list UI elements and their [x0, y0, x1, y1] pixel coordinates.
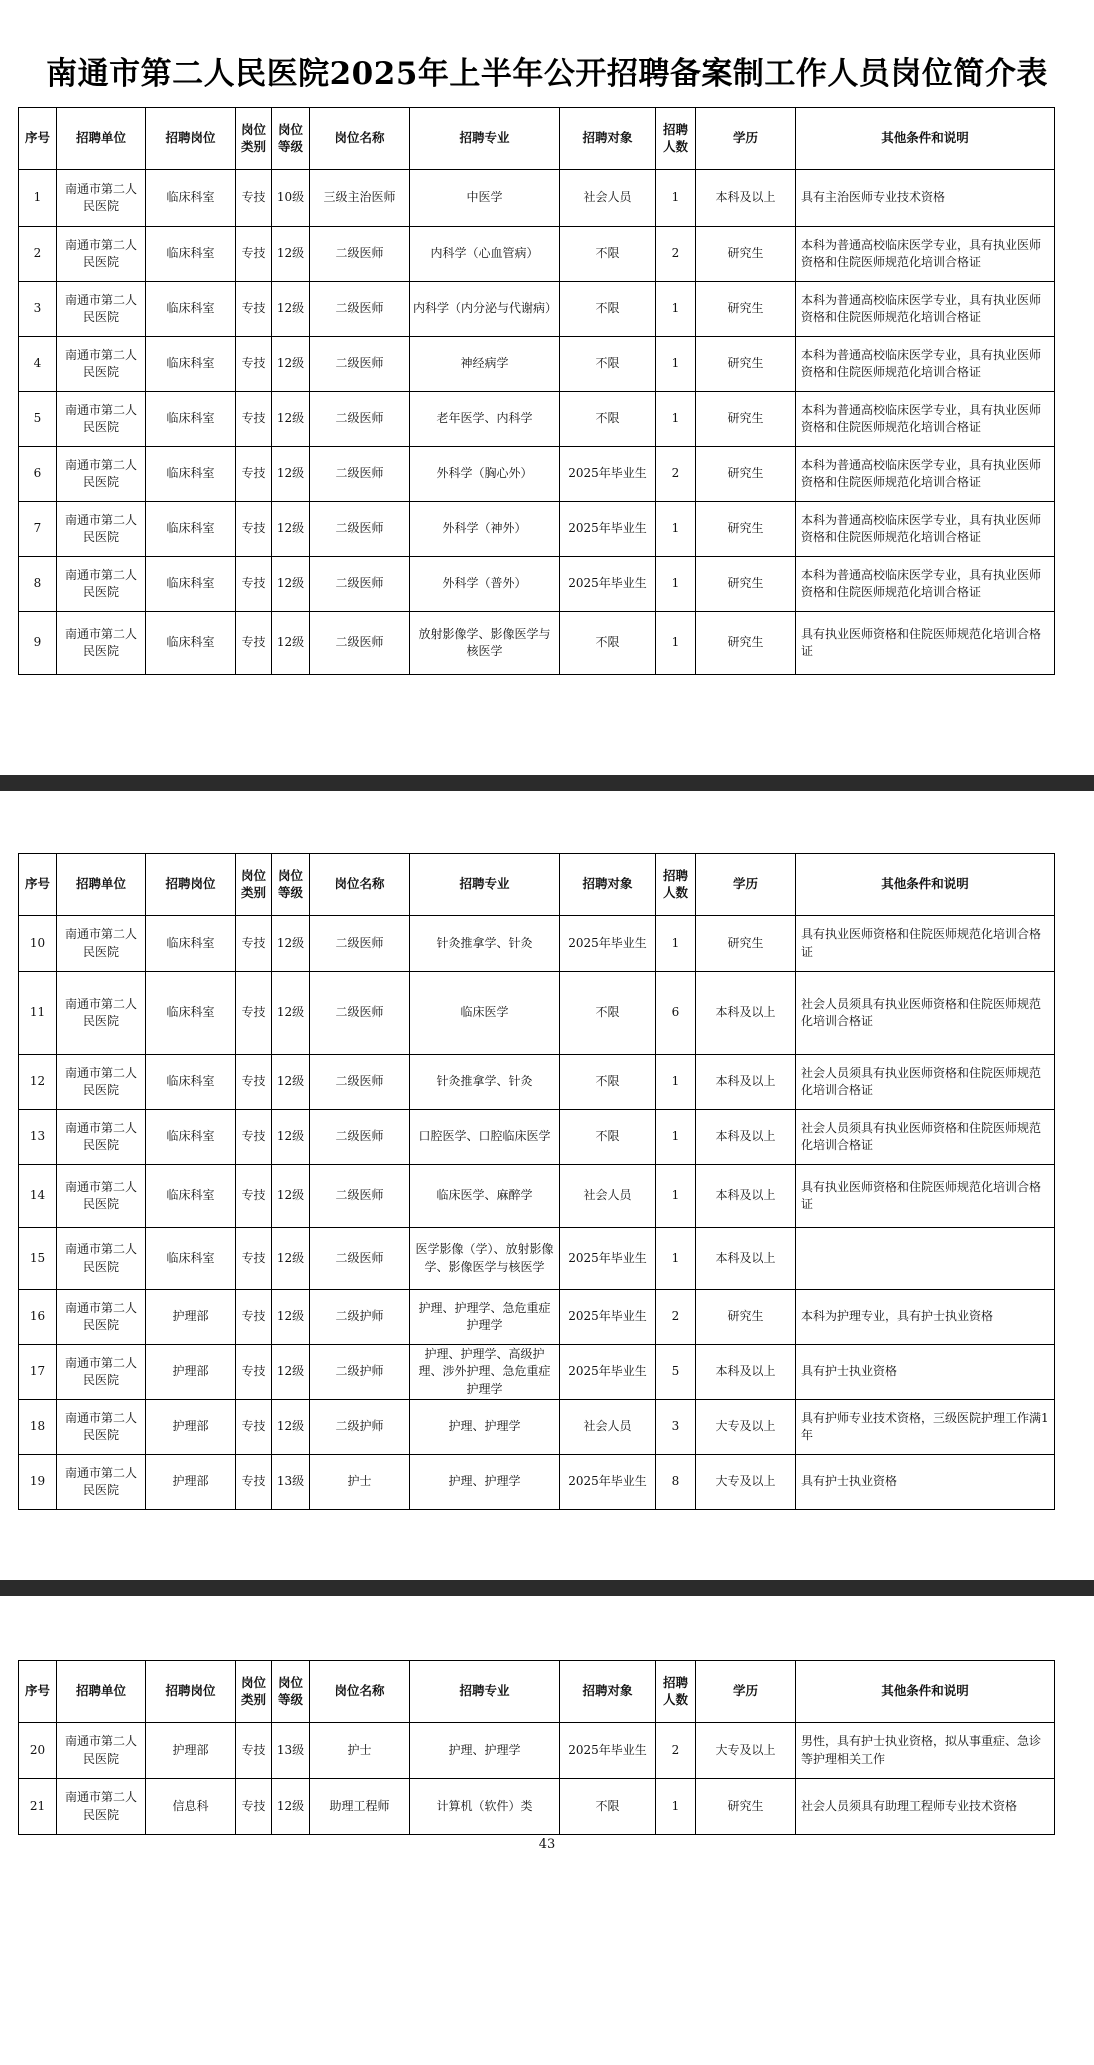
header-no: 序号 [19, 1661, 57, 1723]
recruiting-target: 2025年毕业生 [560, 1455, 656, 1510]
recruiting-post: 临床科室 [146, 1110, 236, 1165]
post-name: 二级医师 [310, 916, 410, 972]
recruiting-count: 1 [656, 282, 696, 337]
other-conditions: 具有执业医师资格和住院医师规范化培训合格证 [796, 1165, 1055, 1228]
recruitment-table-page-3 [18, 1660, 1055, 1835]
post-category: 专技 [236, 1400, 272, 1455]
recruiting-unit: 南通市第二人民医院 [57, 1455, 146, 1510]
education-requirement: 本科及以上 [696, 1110, 796, 1165]
post-grade: 13级 [272, 1723, 310, 1779]
post-grade: 12级 [272, 557, 310, 612]
recruiting-post: 临床科室 [146, 447, 236, 502]
post-category: 专技 [236, 1455, 272, 1510]
header-no: 序号 [19, 854, 57, 916]
recruiting-unit: 南通市第二人民医院 [57, 1110, 146, 1165]
post-grade: 12级 [272, 1110, 310, 1165]
post-name: 护士 [310, 1723, 410, 1779]
header-grade: 岗位等级 [272, 854, 310, 916]
post-category: 专技 [236, 1723, 272, 1779]
recruiting-major: 中医学 [410, 170, 560, 227]
other-conditions: 社会人员须具有执业医师资格和住院医师规范化培训合格证 [796, 1110, 1055, 1165]
recruiting-post: 临床科室 [146, 282, 236, 337]
row-number: 6 [19, 447, 57, 502]
post-category: 专技 [236, 227, 272, 282]
recruiting-target: 2025年毕业生 [560, 447, 656, 502]
recruiting-unit: 南通市第二人民医院 [57, 557, 146, 612]
post-grade: 12级 [272, 1228, 310, 1290]
recruiting-post: 护理部 [146, 1723, 236, 1779]
header-unit: 招聘单位 [57, 854, 146, 916]
post-grade: 13级 [272, 1455, 310, 1510]
education-requirement: 本科及以上 [696, 1165, 796, 1228]
other-conditions: 本科为护理专业，具有护士执业资格 [796, 1290, 1055, 1345]
recruiting-count: 1 [656, 557, 696, 612]
post-category: 专技 [236, 1290, 272, 1345]
recruiting-count: 1 [656, 502, 696, 557]
table-row [19, 1400, 1055, 1455]
post-category: 专技 [236, 1055, 272, 1110]
recruiting-major: 放射影像学、影像医学与核医学 [410, 612, 560, 675]
header-category: 岗位类别 [236, 854, 272, 916]
recruiting-major: 临床医学、麻醉学 [410, 1165, 560, 1228]
header-post: 招聘岗位 [146, 854, 236, 916]
post-grade: 12级 [272, 1400, 310, 1455]
recruiting-major: 护理、护理学 [410, 1723, 560, 1779]
header-count: 招聘人数 [656, 108, 696, 170]
recruiting-target: 2025年毕业生 [560, 557, 656, 612]
row-number: 14 [19, 1165, 57, 1228]
page-separator [0, 1580, 1094, 1596]
recruitment-table-page-1 [18, 107, 1055, 675]
recruiting-post: 护理部 [146, 1345, 236, 1400]
table-body [19, 916, 1055, 1510]
recruiting-major: 外科学（普外） [410, 557, 560, 612]
recruiting-count: 8 [656, 1455, 696, 1510]
header-grade: 岗位等级 [272, 1661, 310, 1723]
row-number: 3 [19, 282, 57, 337]
table-row [19, 1290, 1055, 1345]
header-post-name: 岗位名称 [310, 108, 410, 170]
table-row [19, 502, 1055, 557]
post-name: 二级医师 [310, 337, 410, 392]
recruiting-post: 临床科室 [146, 337, 236, 392]
other-conditions [796, 1228, 1055, 1290]
recruiting-major: 内科学（内分泌与代谢病） [410, 282, 560, 337]
post-name: 助理工程师 [310, 1779, 410, 1835]
table-header-row [19, 1661, 1055, 1723]
education-requirement: 大专及以上 [696, 1723, 796, 1779]
post-grade: 12级 [272, 227, 310, 282]
header-unit: 招聘单位 [57, 108, 146, 170]
table-row [19, 1723, 1055, 1779]
post-name: 二级医师 [310, 972, 410, 1055]
header-category: 岗位类别 [236, 108, 272, 170]
recruitment-table-page-2 [18, 853, 1055, 1510]
recruiting-count: 1 [656, 392, 696, 447]
recruiting-target: 2025年毕业生 [560, 1345, 656, 1400]
post-category: 专技 [236, 1165, 272, 1228]
recruiting-count: 1 [656, 1110, 696, 1165]
recruiting-count: 1 [656, 1779, 696, 1835]
recruiting-count: 1 [656, 612, 696, 675]
recruiting-count: 1 [656, 1165, 696, 1228]
page-separator [0, 775, 1094, 791]
row-number: 10 [19, 916, 57, 972]
other-conditions: 社会人员须具有执业医师资格和住院医师规范化培训合格证 [796, 1055, 1055, 1110]
recruiting-unit: 南通市第二人民医院 [57, 916, 146, 972]
recruiting-major: 外科学（神外） [410, 502, 560, 557]
table-row [19, 1165, 1055, 1228]
table-row [19, 170, 1055, 227]
post-name: 二级医师 [310, 1228, 410, 1290]
post-grade: 12级 [272, 1290, 310, 1345]
recruiting-major: 口腔医学、口腔临床医学 [410, 1110, 560, 1165]
recruiting-major: 针灸推拿学、针灸 [410, 1055, 560, 1110]
post-grade: 12级 [272, 282, 310, 337]
header-post: 招聘岗位 [146, 1661, 236, 1723]
post-name: 二级医师 [310, 1165, 410, 1228]
table-header-row [19, 108, 1055, 170]
row-number: 9 [19, 612, 57, 675]
table-row [19, 1055, 1055, 1110]
education-requirement: 研究生 [696, 227, 796, 282]
recruiting-target: 不限 [560, 392, 656, 447]
post-name: 二级医师 [310, 502, 410, 557]
table-row [19, 1228, 1055, 1290]
recruiting-major: 临床医学 [410, 972, 560, 1055]
table-row [19, 392, 1055, 447]
header-grade: 岗位等级 [272, 108, 310, 170]
recruiting-post: 临床科室 [146, 227, 236, 282]
post-grade: 12级 [272, 337, 310, 392]
recruiting-count: 1 [656, 916, 696, 972]
recruiting-post: 临床科室 [146, 972, 236, 1055]
education-requirement: 大专及以上 [696, 1455, 796, 1510]
recruiting-post: 临床科室 [146, 1055, 236, 1110]
table-row [19, 1110, 1055, 1165]
header-post: 招聘岗位 [146, 108, 236, 170]
table-body [19, 1723, 1055, 1835]
post-category: 专技 [236, 337, 272, 392]
education-requirement: 研究生 [696, 392, 796, 447]
other-conditions: 具有执业医师资格和住院医师规范化培训合格证 [796, 612, 1055, 675]
post-grade: 12级 [272, 1779, 310, 1835]
post-category: 专技 [236, 1110, 272, 1165]
recruiting-count: 1 [656, 337, 696, 392]
recruiting-post: 护理部 [146, 1455, 236, 1510]
recruiting-unit: 南通市第二人民医院 [57, 1228, 146, 1290]
header-education: 学历 [696, 108, 796, 170]
other-conditions: 本科为普通高校临床医学专业，具有执业医师资格和住院医师规范化培训合格证 [796, 337, 1055, 392]
recruiting-major: 老年医学、内科学 [410, 392, 560, 447]
education-requirement: 本科及以上 [696, 1345, 796, 1400]
row-number: 1 [19, 170, 57, 227]
recruiting-unit: 南通市第二人民医院 [57, 1055, 146, 1110]
row-number: 17 [19, 1345, 57, 1400]
recruiting-post: 临床科室 [146, 1165, 236, 1228]
table-row [19, 227, 1055, 282]
header-target: 招聘对象 [560, 1661, 656, 1723]
education-requirement: 本科及以上 [696, 1228, 796, 1290]
recruiting-unit: 南通市第二人民医院 [57, 227, 146, 282]
post-name: 二级医师 [310, 447, 410, 502]
recruiting-target: 不限 [560, 612, 656, 675]
row-number: 4 [19, 337, 57, 392]
other-conditions: 本科为普通高校临床医学专业，具有执业医师资格和住院医师规范化培训合格证 [796, 557, 1055, 612]
row-number: 19 [19, 1455, 57, 1510]
row-number: 11 [19, 972, 57, 1055]
recruiting-major: 护理、护理学 [410, 1455, 560, 1510]
education-requirement: 本科及以上 [696, 972, 796, 1055]
education-requirement: 研究生 [696, 1779, 796, 1835]
other-conditions: 本科为普通高校临床医学专业，具有执业医师资格和住院医师规范化培训合格证 [796, 447, 1055, 502]
recruiting-post: 临床科室 [146, 557, 236, 612]
header-post-name: 岗位名称 [310, 1661, 410, 1723]
post-grade: 12级 [272, 1345, 310, 1400]
recruiting-count: 1 [656, 1055, 696, 1110]
recruiting-major: 护理、护理学、高级护理、涉外护理、急危重症护理学 [410, 1345, 560, 1400]
post-category: 专技 [236, 557, 272, 612]
row-number: 20 [19, 1723, 57, 1779]
header-count: 招聘人数 [656, 854, 696, 916]
header-unit: 招聘单位 [57, 1661, 146, 1723]
row-number: 2 [19, 227, 57, 282]
header-notes: 其他条件和说明 [796, 108, 1055, 170]
table-row [19, 557, 1055, 612]
post-category: 专技 [236, 1345, 272, 1400]
post-category: 专技 [236, 1779, 272, 1835]
recruiting-target: 不限 [560, 1055, 656, 1110]
row-number: 13 [19, 1110, 57, 1165]
recruiting-post: 信息科 [146, 1779, 236, 1835]
recruiting-unit: 南通市第二人民医院 [57, 170, 146, 227]
recruiting-count: 1 [656, 170, 696, 227]
recruiting-unit: 南通市第二人民医院 [57, 612, 146, 675]
post-grade: 12级 [272, 972, 310, 1055]
row-number: 16 [19, 1290, 57, 1345]
other-conditions: 社会人员须具有助理工程师专业技术资格 [796, 1779, 1055, 1835]
row-number: 21 [19, 1779, 57, 1835]
header-education: 学历 [696, 854, 796, 916]
education-requirement: 大专及以上 [696, 1400, 796, 1455]
recruiting-unit: 南通市第二人民医院 [57, 1723, 146, 1779]
education-requirement: 研究生 [696, 502, 796, 557]
recruiting-count: 6 [656, 972, 696, 1055]
education-requirement: 本科及以上 [696, 170, 796, 227]
post-category: 专技 [236, 1228, 272, 1290]
row-number: 15 [19, 1228, 57, 1290]
education-requirement: 本科及以上 [696, 1055, 796, 1110]
post-category: 专技 [236, 502, 272, 557]
other-conditions: 本科为普通高校临床医学专业，具有执业医师资格和住院医师规范化培训合格证 [796, 282, 1055, 337]
row-number: 12 [19, 1055, 57, 1110]
header-target: 招聘对象 [560, 854, 656, 916]
table-row [19, 282, 1055, 337]
recruiting-count: 3 [656, 1400, 696, 1455]
education-requirement: 研究生 [696, 337, 796, 392]
post-grade: 12级 [272, 916, 310, 972]
recruiting-unit: 南通市第二人民医院 [57, 1400, 146, 1455]
recruiting-unit: 南通市第二人民医院 [57, 1290, 146, 1345]
recruiting-post: 护理部 [146, 1400, 236, 1455]
recruiting-count: 2 [656, 1290, 696, 1345]
recruiting-target: 2025年毕业生 [560, 1290, 656, 1345]
recruiting-unit: 南通市第二人民医院 [57, 502, 146, 557]
recruiting-major: 医学影像（学）、放射影像学、影像医学与核医学 [410, 1228, 560, 1290]
recruiting-target: 不限 [560, 972, 656, 1055]
table-row [19, 916, 1055, 972]
recruiting-target: 不限 [560, 1110, 656, 1165]
post-grade: 12级 [272, 447, 310, 502]
other-conditions: 具有护士执业资格 [796, 1455, 1055, 1510]
post-name: 二级护师 [310, 1290, 410, 1345]
post-name: 二级护师 [310, 1345, 410, 1400]
post-name: 二级医师 [310, 392, 410, 447]
education-requirement: 研究生 [696, 612, 796, 675]
recruiting-major: 针灸推拿学、针灸 [410, 916, 560, 972]
recruiting-unit: 南通市第二人民医院 [57, 392, 146, 447]
post-name: 二级医师 [310, 612, 410, 675]
post-name: 护士 [310, 1455, 410, 1510]
recruiting-major: 外科学（胸心外） [410, 447, 560, 502]
recruiting-unit: 南通市第二人民医院 [57, 1165, 146, 1228]
recruiting-count: 2 [656, 227, 696, 282]
post-category: 专技 [236, 447, 272, 502]
post-name: 二级医师 [310, 282, 410, 337]
recruiting-unit: 南通市第二人民医院 [57, 1345, 146, 1400]
recruiting-target: 不限 [560, 337, 656, 392]
other-conditions: 男性，具有护士执业资格，拟从事重症、急诊等护理相关工作 [796, 1723, 1055, 1779]
post-category: 专技 [236, 392, 272, 447]
post-name: 二级医师 [310, 227, 410, 282]
recruiting-post: 临床科室 [146, 502, 236, 557]
header-target: 招聘对象 [560, 108, 656, 170]
table-row [19, 447, 1055, 502]
header-no: 序号 [19, 108, 57, 170]
post-name: 二级医师 [310, 1110, 410, 1165]
row-number: 18 [19, 1400, 57, 1455]
header-notes: 其他条件和说明 [796, 854, 1055, 916]
table-row [19, 1779, 1055, 1835]
recruiting-major: 护理、护理学 [410, 1400, 560, 1455]
recruiting-count: 2 [656, 1723, 696, 1779]
row-number: 5 [19, 392, 57, 447]
post-grade: 12级 [272, 392, 310, 447]
education-requirement: 研究生 [696, 557, 796, 612]
table-row [19, 612, 1055, 675]
recruiting-count: 5 [656, 1345, 696, 1400]
recruiting-post: 临床科室 [146, 392, 236, 447]
post-name: 二级医师 [310, 1055, 410, 1110]
recruiting-target: 2025年毕业生 [560, 1228, 656, 1290]
recruiting-major: 内科学（心血管病） [410, 227, 560, 282]
post-category: 专技 [236, 170, 272, 227]
header-major: 招聘专业 [410, 1661, 560, 1723]
recruiting-target: 不限 [560, 282, 656, 337]
table-row [19, 337, 1055, 392]
header-education: 学历 [696, 1661, 796, 1723]
post-name: 二级医师 [310, 557, 410, 612]
recruiting-count: 1 [656, 1228, 696, 1290]
recruiting-unit: 南通市第二人民医院 [57, 447, 146, 502]
post-grade: 12级 [272, 1055, 310, 1110]
recruiting-target: 社会人员 [560, 170, 656, 227]
header-post-name: 岗位名称 [310, 854, 410, 916]
table-row [19, 1345, 1055, 1400]
recruiting-target: 2025年毕业生 [560, 1723, 656, 1779]
post-name: 二级护师 [310, 1400, 410, 1455]
other-conditions: 本科为普通高校临床医学专业，具有执业医师资格和住院医师规范化培训合格证 [796, 502, 1055, 557]
post-category: 专技 [236, 282, 272, 337]
recruiting-target: 社会人员 [560, 1400, 656, 1455]
recruiting-post: 临床科室 [146, 916, 236, 972]
header-major: 招聘专业 [410, 854, 560, 916]
post-grade: 12级 [272, 612, 310, 675]
post-category: 专技 [236, 612, 272, 675]
recruiting-post: 临床科室 [146, 170, 236, 227]
recruiting-target: 不限 [560, 1779, 656, 1835]
other-conditions: 本科为普通高校临床医学专业，具有执业医师资格和住院医师规范化培训合格证 [796, 392, 1055, 447]
recruiting-count: 2 [656, 447, 696, 502]
row-number: 8 [19, 557, 57, 612]
post-category: 专技 [236, 916, 272, 972]
other-conditions: 社会人员须具有执业医师资格和住院医师规范化培训合格证 [796, 972, 1055, 1055]
post-grade: 12级 [272, 502, 310, 557]
recruiting-major: 计算机（软件）类 [410, 1779, 560, 1835]
recruiting-major: 护理、护理学、急危重症护理学 [410, 1290, 560, 1345]
row-number: 7 [19, 502, 57, 557]
header-notes: 其他条件和说明 [796, 1661, 1055, 1723]
other-conditions: 具有护师专业技术资格，三级医院护理工作满1年 [796, 1400, 1055, 1455]
other-conditions: 具有执业医师资格和住院医师规范化培训合格证 [796, 916, 1055, 972]
recruiting-post: 临床科室 [146, 612, 236, 675]
other-conditions: 具有护士执业资格 [796, 1345, 1055, 1400]
recruiting-post: 临床科室 [146, 1228, 236, 1290]
table-body [19, 170, 1055, 675]
post-name: 三级主治医师 [310, 170, 410, 227]
other-conditions: 本科为普通高校临床医学专业，具有执业医师资格和住院医师规范化培训合格证 [796, 227, 1055, 282]
recruiting-unit: 南通市第二人民医院 [57, 1779, 146, 1835]
post-grade: 12级 [272, 1165, 310, 1228]
recruiting-unit: 南通市第二人民医院 [57, 972, 146, 1055]
other-conditions: 具有主治医师专业技术资格 [796, 170, 1055, 227]
header-count: 招聘人数 [656, 1661, 696, 1723]
table-header-row [19, 854, 1055, 916]
header-category: 岗位类别 [236, 1661, 272, 1723]
education-requirement: 研究生 [696, 1290, 796, 1345]
recruiting-major: 神经病学 [410, 337, 560, 392]
recruiting-target: 不限 [560, 227, 656, 282]
header-major: 招聘专业 [410, 108, 560, 170]
recruiting-target: 2025年毕业生 [560, 502, 656, 557]
education-requirement: 研究生 [696, 282, 796, 337]
recruiting-target: 社会人员 [560, 1165, 656, 1228]
recruiting-unit: 南通市第二人民医院 [57, 282, 146, 337]
table-row [19, 1455, 1055, 1510]
table-row [19, 972, 1055, 1055]
recruiting-unit: 南通市第二人民医院 [57, 337, 146, 392]
post-grade: 10级 [272, 170, 310, 227]
recruiting-post: 护理部 [146, 1290, 236, 1345]
recruiting-target: 2025年毕业生 [560, 916, 656, 972]
education-requirement: 研究生 [696, 916, 796, 972]
education-requirement: 研究生 [696, 447, 796, 502]
document-title: 南通市第二人民医院2025年上半年公开招聘备案制工作人员岗位简介表 [46, 56, 1048, 92]
page-number: 43 [538, 1837, 556, 1852]
post-category: 专技 [236, 972, 272, 1055]
